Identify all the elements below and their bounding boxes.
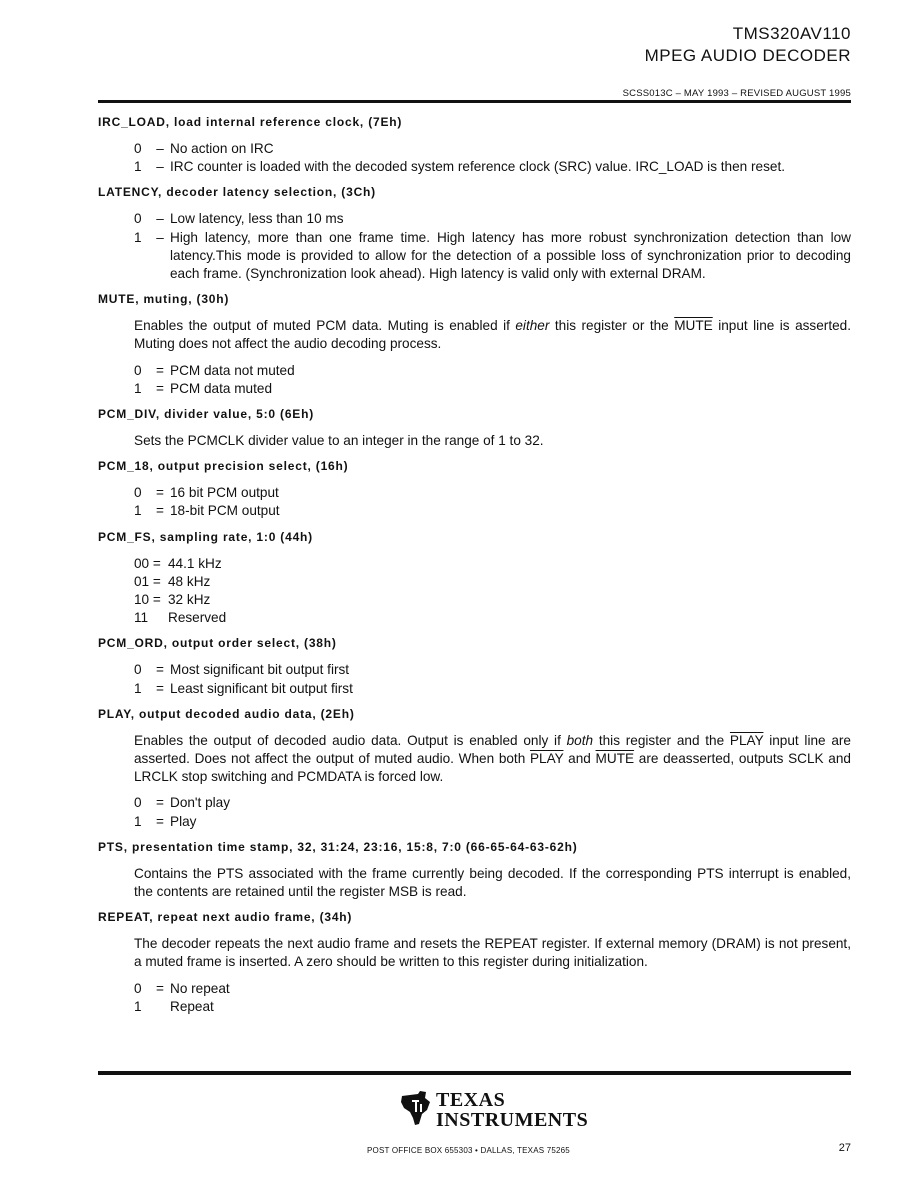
list-item [134, 362, 851, 380]
value-description: IRC counter is loaded with the decoded system reference clock (SRC) value. IRC_LOAD is then reset. [170, 159, 786, 175]
list-item [134, 140, 851, 158]
active-low-signal: MUTE [674, 318, 713, 334]
value-description: Play [170, 813, 197, 829]
text-run: this register or the [549, 318, 675, 334]
value-code: 0 [134, 141, 142, 156]
value-code: 00 = [134, 555, 161, 571]
text-run: Enables the output of decoded audio data. Output is enabled only if [134, 732, 567, 748]
value-list [134, 484, 851, 520]
section-title: REPEAT, repeat next audio frame, (34h) [98, 910, 353, 925]
value-description: 18-bit PCM output [170, 503, 280, 519]
text-run: input line are asserted. Does not affect the output of muted audio. When both [134, 732, 851, 767]
section-pts [98, 839, 851, 901]
list-item [134, 502, 851, 520]
section-mute [98, 291, 851, 398]
value-list [134, 140, 851, 176]
list-item [134, 680, 851, 698]
section-title: PTS, presentation time stamp, 32, 31:24, 23:16, 15:8, 7:0 (66-65-64-63-62h) [98, 839, 578, 854]
section-title: PCM_DIV, divider value, 5:0 (6Eh) [98, 407, 315, 422]
section-pcm-ord [98, 635, 851, 697]
section-title: PCM_18, output precision select, (16h) [98, 459, 349, 474]
section-title: PLAY, output decoded audio data, (2Eh) [98, 706, 355, 721]
section-title: PCM_ORD, output order select, (38h) [98, 636, 337, 651]
value-list [134, 362, 851, 398]
value-separator: = [156, 680, 164, 696]
value-separator: = [156, 362, 164, 378]
value-description: Repeat [170, 998, 214, 1014]
text-run: are deasserted, outputs SCLK and LRCLK stop switching and PCMDATA is forced low. [134, 751, 851, 785]
part-number: TMS320AV110 [732, 24, 851, 43]
value-code: 0 [134, 211, 142, 227]
list-item [134, 794, 851, 812]
section-pcm-div [98, 406, 851, 450]
logo-line-texas: TEXAS [436, 1089, 506, 1111]
value-code: 11 [134, 610, 149, 626]
section-title: MUTE, muting, (30h) [98, 292, 230, 307]
value-code: 1 [134, 813, 142, 829]
value-description: PCM data muted [170, 380, 272, 396]
text-run: this register and the [593, 732, 730, 748]
value-description: 32 kHz [168, 592, 211, 608]
footer-address: POST OFFICE BOX 655303 • DALLAS, TEXAS 75265 [367, 1146, 570, 1155]
value-code: 0 [134, 362, 142, 378]
emphasis-text: either [515, 318, 550, 334]
list-item [134, 998, 851, 1016]
text-run: Enables the output of muted PCM data. Muting is enabled if [134, 318, 516, 334]
value-code: 1 [134, 229, 142, 245]
emphasis-text: both [566, 732, 594, 748]
register-descriptions [98, 114, 851, 1024]
section-description: Contains the PTS associated with the frame currently being decoded. If the corresponding PTS interrupt is enabled, the contents are retained until the register MSB is read. [134, 865, 851, 900]
value-description: High latency, more than one frame time. High latency has more robust synchronization detection than low latency.This mode is provided to allow for the detection of a possible loss of synchronization prior to decoding each frame. (Synchronization look ahead). High latency is valid only with external DRAM. [170, 229, 851, 282]
value-description: 16 bit PCM output [170, 485, 279, 501]
value-code: 10 = [134, 592, 161, 608]
value-list [134, 794, 851, 830]
section-title: IRC_LOAD, load internal reference clock, (7Eh) [98, 115, 403, 129]
value-code: 1 [134, 998, 142, 1014]
list-item [134, 591, 851, 609]
list-item [134, 609, 851, 627]
value-list [134, 661, 851, 697]
value-separator: – [156, 141, 164, 156]
list-item [134, 484, 851, 502]
section-description [134, 732, 851, 787]
value-description: Most significant bit output first [170, 662, 350, 678]
section-irc-load [98, 114, 851, 176]
document-reference: SCSS013C – MAY 1993 – REVISED AUGUST 1995 [622, 88, 851, 99]
list-item [134, 380, 851, 398]
ti-logo-icon [398, 1090, 432, 1126]
value-description: 44.1 kHz [168, 555, 222, 571]
section-play [98, 706, 851, 831]
logo-wordmark [436, 1090, 588, 1130]
section-description: The decoder repeats the next audio frame and resets the REPEAT register. If external memory (DRAM) is not present, a muted frame is inserted. A zero should be written to this register during initialization. [134, 936, 851, 970]
value-code: 1 [134, 380, 142, 396]
logo-line-instruments: INSTRUMENTS [436, 1109, 589, 1131]
value-description: No repeat [170, 980, 230, 996]
footer-rule [98, 1071, 851, 1075]
section-title: LATENCY, decoder latency selection, (3Ch) [98, 185, 376, 200]
active-low-signal: MUTE [595, 751, 635, 767]
active-low-signal: PLAY [729, 732, 764, 748]
value-separator [150, 998, 170, 1016]
value-description: Low latency, less than 10 ms [170, 211, 344, 227]
header-rule [98, 100, 851, 103]
value-list [134, 210, 851, 283]
value-description: 48 kHz [168, 573, 211, 589]
list-item [134, 158, 851, 176]
section-repeat [98, 909, 851, 1016]
list-item [134, 573, 851, 591]
value-separator: – [156, 159, 164, 175]
section-title: PCM_FS, sampling rate, 1:0 (44h) [98, 529, 313, 544]
section-latency [98, 184, 851, 283]
section-description [134, 317, 851, 353]
list-item [134, 210, 851, 228]
value-separator: = [156, 662, 164, 678]
value-separator: – [156, 229, 164, 245]
value-list [134, 980, 851, 1016]
value-code: 0 [134, 485, 142, 501]
document-title: MPEG AUDIO DECODER [644, 46, 851, 65]
value-description: Least significant bit output first [170, 680, 353, 696]
value-description: PCM data not muted [170, 362, 295, 378]
value-code: 01 = [134, 573, 161, 589]
list-item [134, 229, 851, 284]
value-separator: = [156, 813, 164, 829]
value-separator: = [156, 980, 164, 996]
text-run: input line is asserted. Muting does not affect the audio decoding process. [134, 318, 851, 352]
value-code: 0 [134, 662, 142, 678]
section-description: Sets the PCMCLK divider value to an integer in the range of 1 to 32. [134, 433, 544, 449]
value-separator: = [156, 380, 164, 396]
value-code: 0 [134, 980, 142, 996]
text-run: and [563, 751, 596, 767]
section-pcm-18 [98, 458, 851, 520]
list-item [134, 661, 851, 679]
list-item [134, 813, 851, 831]
value-description: Don't play [170, 795, 231, 811]
value-code: 0 [134, 795, 142, 811]
value-code: 1 [134, 503, 142, 519]
value-description: Reserved [168, 610, 227, 626]
value-separator: – [156, 211, 164, 227]
value-list [134, 555, 851, 628]
page-number: 27 [838, 1142, 851, 1154]
value-code: 1 [134, 680, 142, 696]
value-separator: = [156, 503, 164, 519]
value-description: No action on IRC [170, 141, 274, 156]
value-separator: = [156, 795, 164, 811]
list-item [134, 980, 851, 998]
texas-instruments-logo [398, 1090, 588, 1130]
list-item [134, 555, 851, 573]
section-pcm-fs [98, 529, 851, 628]
active-low-signal: PLAY [529, 751, 564, 767]
value-separator: = [156, 485, 164, 501]
value-code: 1 [134, 159, 142, 175]
